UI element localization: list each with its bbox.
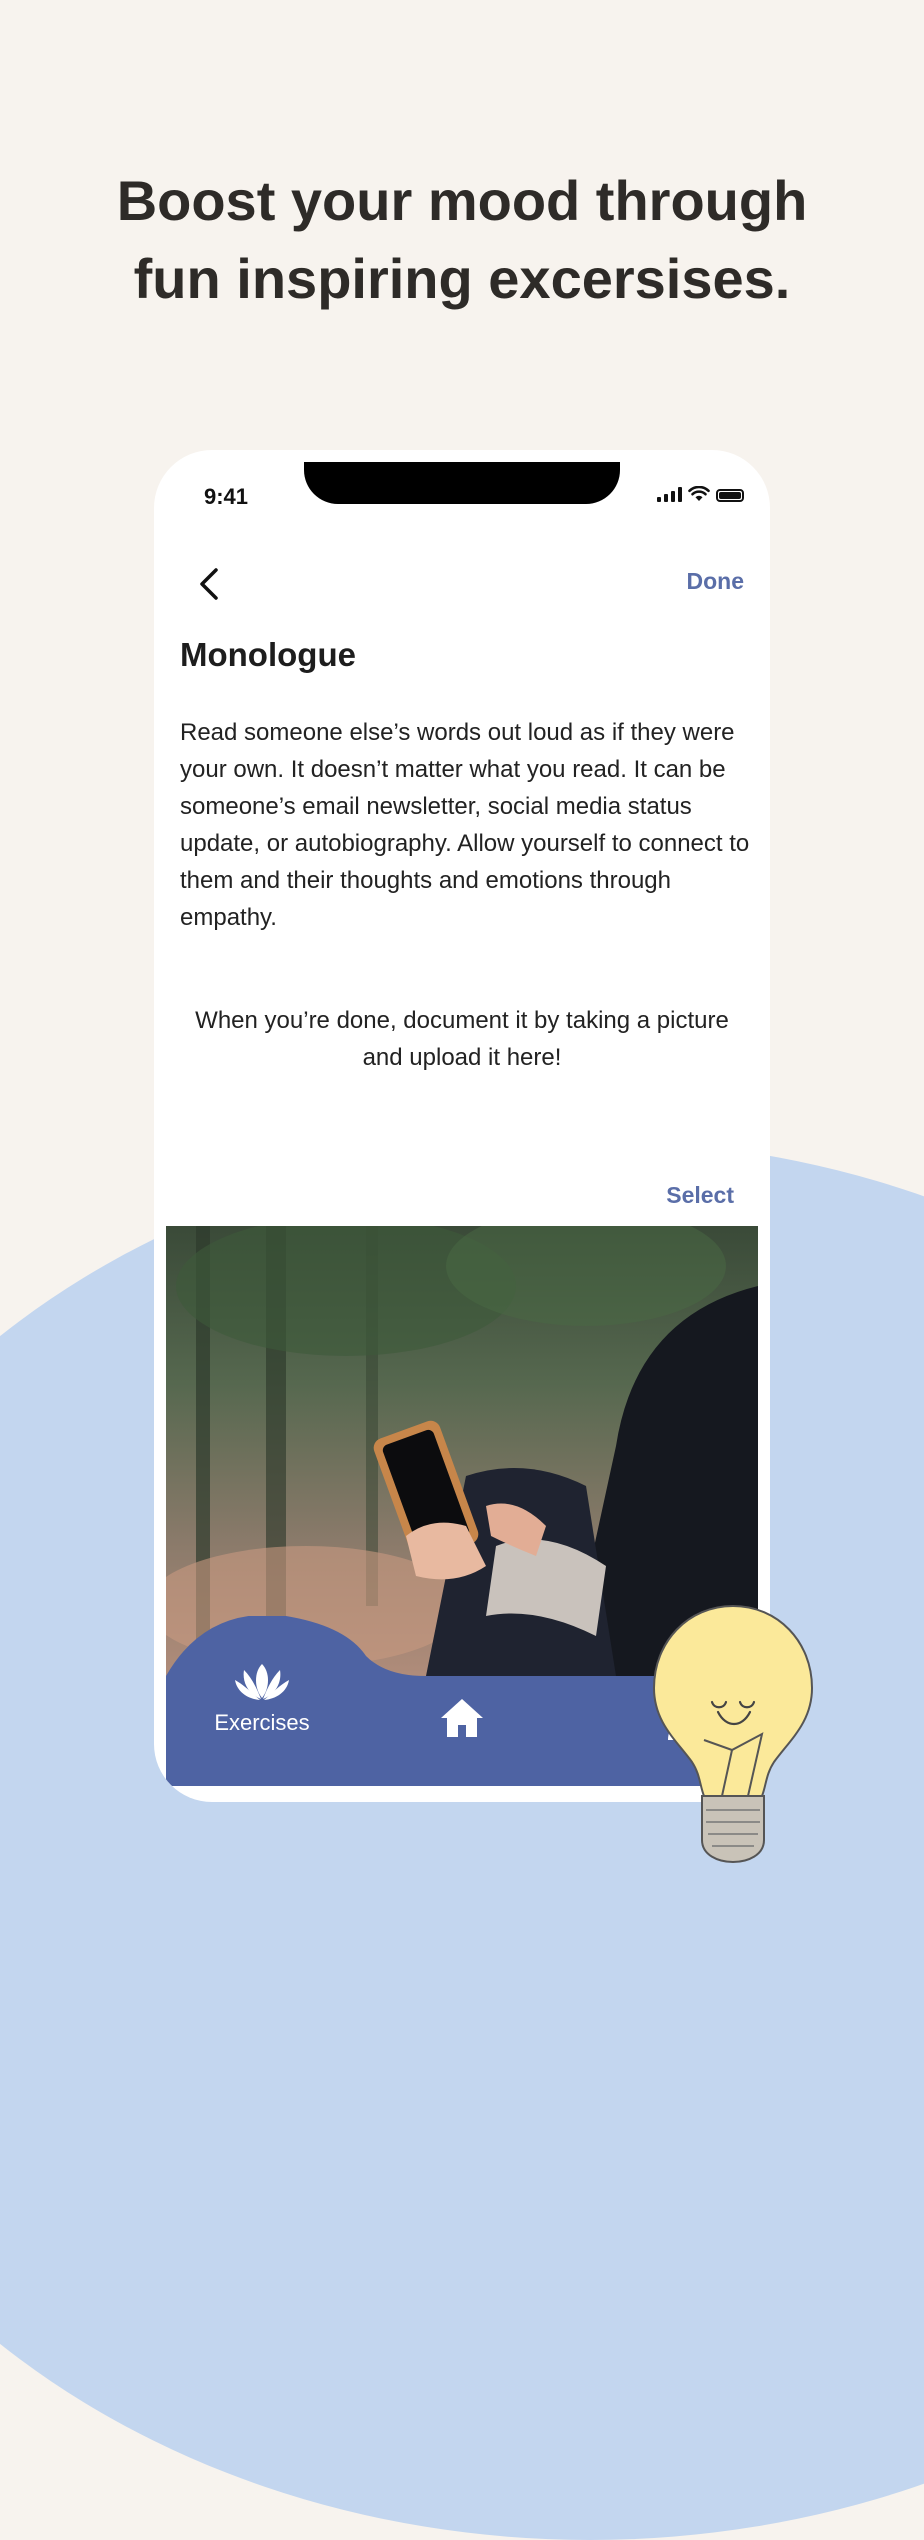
headline (0, 162, 924, 318)
lotus-icon (233, 1662, 291, 1702)
battery-icon (716, 489, 744, 502)
cellular-signal-icon (657, 486, 682, 502)
exercise-description: Read someone else’s words out loud as if they were your own. It doesn’t matter what you read. It can be someone’s email newsletter, social media status update, or autobiography. Allow yourself to connect to them and their thoughts and emotions through empathy. (180, 719, 750, 931)
wifi-icon (688, 486, 710, 502)
upload-instruction: When you’re done, document it by taking a picture and upload it here! (195, 1007, 729, 1071)
tab-exercises-label: Exercises (214, 1710, 310, 1735)
status-time: 9:41 (204, 484, 249, 509)
headline-line-2: fun inspiring excersises. (133, 247, 791, 310)
select-photo-button[interactable]: Select (666, 1182, 734, 1208)
phone-notch (304, 462, 620, 504)
chevron-left-icon (190, 562, 230, 606)
back-button[interactable] (190, 562, 230, 606)
exercise-title: Monologue (180, 636, 356, 673)
status-icons (657, 486, 744, 502)
tab-exercises[interactable] (206, 1616, 318, 1736)
home-icon (438, 1696, 486, 1740)
lightbulb-mascot-icon (648, 1600, 818, 1870)
headline-line-1: Boost your mood through (116, 169, 808, 232)
tab-home[interactable] (438, 1696, 486, 1744)
done-button[interactable]: Done (686, 568, 744, 594)
